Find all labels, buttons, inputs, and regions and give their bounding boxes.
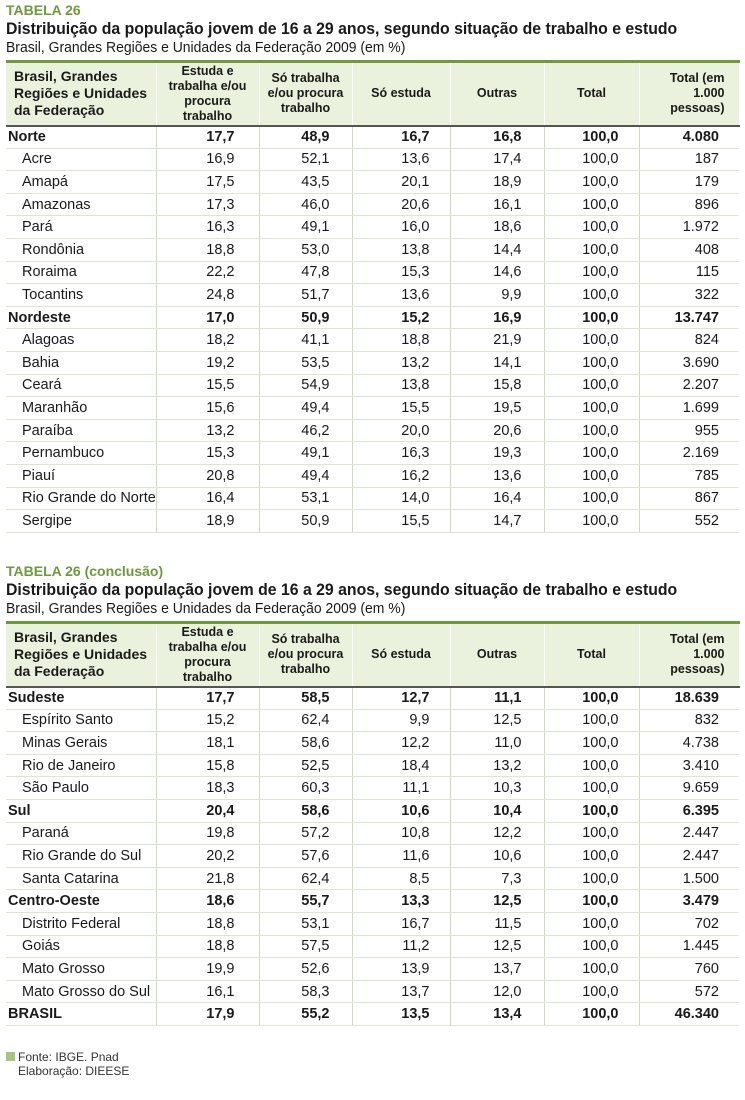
value-only-work: 47,8 <box>259 261 352 284</box>
row-name: Sergipe <box>6 510 156 533</box>
table-row <box>6 912 739 935</box>
col-header-other: Outras <box>450 623 544 687</box>
value-total: 100,0 <box>544 487 639 510</box>
value-only-study: 8,5 <box>352 867 450 890</box>
value-total: 100,0 <box>544 777 639 800</box>
value-only-study: 12,2 <box>352 732 450 755</box>
table-row <box>6 777 739 800</box>
table-subtitle: Brasil, Grandes Regiões e Unidades da Federação 2009 (em %) <box>6 39 406 56</box>
table-row <box>6 958 739 981</box>
value-only-work: 53,0 <box>259 238 352 261</box>
value-other: 16,1 <box>450 193 544 216</box>
value-only-study: 16,2 <box>352 464 450 487</box>
value-study-work: 15,2 <box>156 709 259 732</box>
table-subtitle: Brasil, Grandes Regiões e Unidades da Federação 2009 (em %) <box>6 600 406 617</box>
value-study-work: 18,9 <box>156 510 259 533</box>
value-other: 17,4 <box>450 148 544 171</box>
value-other: 13,2 <box>450 754 544 777</box>
elaboration-note: Elaboração: DIEESE <box>18 1064 130 1078</box>
value-total: 100,0 <box>544 284 639 307</box>
value-other: 12,5 <box>450 935 544 958</box>
value-only-study: 13,7 <box>352 980 450 1003</box>
value-total: 100,0 <box>544 261 639 284</box>
value-total-people: 552 <box>639 510 739 533</box>
value-total-people: 572 <box>639 980 739 1003</box>
value-study-work: 17,7 <box>156 126 259 149</box>
table-row <box>6 442 739 465</box>
value-study-work: 18,8 <box>156 935 259 958</box>
value-total-people: 832 <box>639 709 739 732</box>
value-total: 100,0 <box>544 306 639 329</box>
value-only-study: 15,2 <box>352 306 450 329</box>
row-name: Norte <box>6 126 156 149</box>
value-total: 100,0 <box>544 754 639 777</box>
value-total-people: 1.699 <box>639 397 739 420</box>
value-other: 12,0 <box>450 980 544 1003</box>
value-total: 100,0 <box>544 419 639 442</box>
value-study-work: 16,1 <box>156 980 259 1003</box>
value-other: 14,7 <box>450 510 544 533</box>
value-only-work: 57,6 <box>259 845 352 868</box>
value-study-work: 18,2 <box>156 329 259 352</box>
value-total-people: 760 <box>639 958 739 981</box>
value-study-work: 13,2 <box>156 419 259 442</box>
value-study-work: 20,2 <box>156 845 259 868</box>
value-total-people: 179 <box>639 171 739 194</box>
row-name: Amapá <box>6 171 156 194</box>
value-total-people: 702 <box>639 912 739 935</box>
row-name: Sudeste <box>6 687 156 710</box>
table-row <box>6 329 739 352</box>
value-total-people: 9.659 <box>639 777 739 800</box>
value-only-work: 53,1 <box>259 487 352 510</box>
row-name: Distrito Federal <box>6 912 156 935</box>
table-title: Distribuição da população jovem de 16 a 29 anos, segundo situação de trabalho e estudo <box>6 19 678 38</box>
table-row <box>6 397 739 420</box>
row-name: Alagoas <box>6 329 156 352</box>
value-total-people: 3.410 <box>639 754 739 777</box>
value-other: 7,3 <box>450 867 544 890</box>
table-row <box>6 171 739 194</box>
row-name: Centro-Oeste <box>6 890 156 913</box>
region-row <box>6 306 739 329</box>
value-other: 14,1 <box>450 351 544 374</box>
value-only-work: 49,4 <box>259 464 352 487</box>
table-row <box>6 464 739 487</box>
value-study-work: 16,9 <box>156 148 259 171</box>
header-row <box>6 62 739 126</box>
row-name: Maranhão <box>6 397 156 420</box>
row-name: Espírito Santo <box>6 709 156 732</box>
value-total-people: 4.080 <box>639 126 739 149</box>
value-only-study: 10,6 <box>352 799 450 822</box>
value-only-study: 16,7 <box>352 912 450 935</box>
value-total: 100,0 <box>544 687 639 710</box>
value-only-study: 20,1 <box>352 171 450 194</box>
row-name: Minas Gerais <box>6 732 156 755</box>
table-row <box>6 845 739 868</box>
value-total-people: 2.447 <box>639 822 739 845</box>
value-total: 100,0 <box>544 912 639 935</box>
value-only-work: 53,5 <box>259 351 352 374</box>
value-only-study: 11,6 <box>352 845 450 868</box>
table-row <box>6 419 739 442</box>
value-only-study: 13,8 <box>352 374 450 397</box>
value-only-work: 41,1 <box>259 329 352 352</box>
value-study-work: 24,8 <box>156 284 259 307</box>
value-other: 11,5 <box>450 912 544 935</box>
row-name: Roraima <box>6 261 156 284</box>
value-only-work: 58,3 <box>259 980 352 1003</box>
col-header-region: Brasil, Grandes Regiões e Unidades da Federação <box>6 623 156 687</box>
col-header-region: Brasil, Grandes Regiões e Unidades da Federação <box>6 62 156 126</box>
value-study-work: 17,5 <box>156 171 259 194</box>
value-only-study: 20,6 <box>352 193 450 216</box>
value-other: 16,8 <box>450 126 544 149</box>
value-only-work: 46,0 <box>259 193 352 216</box>
value-other: 14,4 <box>450 238 544 261</box>
table-row <box>6 193 739 216</box>
value-only-study: 13,2 <box>352 351 450 374</box>
value-study-work: 21,8 <box>156 867 259 890</box>
value-other: 11,0 <box>450 732 544 755</box>
value-total-people: 2.207 <box>639 374 739 397</box>
table-block-part2 <box>6 563 739 1026</box>
value-only-work: 58,6 <box>259 799 352 822</box>
value-total: 100,0 <box>544 709 639 732</box>
header-row <box>6 623 739 687</box>
table-label: TABELA 26 (conclusão) <box>6 563 164 579</box>
value-study-work: 15,5 <box>156 374 259 397</box>
value-study-work: 19,2 <box>156 351 259 374</box>
col-header-only-study: Só estuda <box>352 623 450 687</box>
value-only-study: 11,1 <box>352 777 450 800</box>
table-row <box>6 374 739 397</box>
value-total-people: 3.690 <box>639 351 739 374</box>
value-study-work: 15,6 <box>156 397 259 420</box>
row-name: Acre <box>6 148 156 171</box>
value-study-work: 20,8 <box>156 464 259 487</box>
value-study-work: 19,9 <box>156 958 259 981</box>
value-only-work: 57,2 <box>259 822 352 845</box>
value-only-study: 16,0 <box>352 216 450 239</box>
value-total-people: 3.479 <box>639 890 739 913</box>
value-total: 100,0 <box>544 799 639 822</box>
value-only-study: 13,6 <box>352 148 450 171</box>
source-marker-icon <box>6 1052 15 1061</box>
row-name: Rio Grande do Sul <box>6 845 156 868</box>
table-row <box>6 709 739 732</box>
value-other: 16,4 <box>450 487 544 510</box>
table-title: Distribuição da população jovem de 16 a 29 anos, segundo situação de trabalho e estudo <box>6 580 678 599</box>
value-other: 12,5 <box>450 890 544 913</box>
value-total-people: 1.972 <box>639 216 739 239</box>
value-only-study: 18,4 <box>352 754 450 777</box>
col-header-total: Total <box>544 62 639 126</box>
table-row <box>6 487 739 510</box>
value-total: 100,0 <box>544 238 639 261</box>
row-name: Pernambuco <box>6 442 156 465</box>
table-row <box>6 238 739 261</box>
value-total-people: 2.169 <box>639 442 739 465</box>
region-row <box>6 126 739 149</box>
row-name: Mato Grosso <box>6 958 156 981</box>
value-study-work: 15,3 <box>156 442 259 465</box>
value-only-study: 20,0 <box>352 419 450 442</box>
value-total: 100,0 <box>544 890 639 913</box>
value-other: 20,6 <box>450 419 544 442</box>
row-name: Goiás <box>6 935 156 958</box>
value-total: 100,0 <box>544 351 639 374</box>
value-only-study: 16,7 <box>352 126 450 149</box>
value-only-work: 57,5 <box>259 935 352 958</box>
source-note: Fonte: IBGE. Pnad <box>18 1050 119 1064</box>
table-row <box>6 351 739 374</box>
value-only-work: 62,4 <box>259 709 352 732</box>
value-only-work: 55,7 <box>259 890 352 913</box>
value-only-work: 49,1 <box>259 442 352 465</box>
row-name: BRASIL <box>6 1003 156 1026</box>
table-row <box>6 216 739 239</box>
value-total-people: 824 <box>639 329 739 352</box>
value-study-work: 16,3 <box>156 216 259 239</box>
table-row <box>6 754 739 777</box>
table-row <box>6 822 739 845</box>
value-total: 100,0 <box>544 935 639 958</box>
value-only-work: 50,9 <box>259 510 352 533</box>
value-other: 10,6 <box>450 845 544 868</box>
col-header-total-people: Total (em 1.000 pessoas) <box>639 62 739 126</box>
value-only-work: 52,1 <box>259 148 352 171</box>
value-only-work: 51,7 <box>259 284 352 307</box>
value-only-study: 15,3 <box>352 261 450 284</box>
value-only-work: 46,2 <box>259 419 352 442</box>
table-row <box>6 261 739 284</box>
value-total-people: 1.500 <box>639 867 739 890</box>
value-study-work: 15,8 <box>156 754 259 777</box>
value-only-study: 13,3 <box>352 890 450 913</box>
value-other: 10,4 <box>450 799 544 822</box>
value-total-people: 408 <box>639 238 739 261</box>
value-only-study: 14,0 <box>352 487 450 510</box>
row-name: Tocantins <box>6 284 156 307</box>
value-other: 9,9 <box>450 284 544 307</box>
value-total-people: 4.738 <box>639 732 739 755</box>
value-study-work: 19,8 <box>156 822 259 845</box>
value-other: 13,7 <box>450 958 544 981</box>
value-total-people: 322 <box>639 284 739 307</box>
row-name: Nordeste <box>6 306 156 329</box>
value-study-work: 16,4 <box>156 487 259 510</box>
value-only-work: 54,9 <box>259 374 352 397</box>
col-header-other: Outras <box>450 62 544 126</box>
row-name: Ceará <box>6 374 156 397</box>
value-other: 18,9 <box>450 171 544 194</box>
value-total: 100,0 <box>544 329 639 352</box>
value-total: 100,0 <box>544 464 639 487</box>
value-only-work: 43,5 <box>259 171 352 194</box>
value-only-study: 15,5 <box>352 397 450 420</box>
value-only-study: 16,3 <box>352 442 450 465</box>
value-other: 13,6 <box>450 464 544 487</box>
value-only-work: 52,6 <box>259 958 352 981</box>
value-total: 100,0 <box>544 958 639 981</box>
col-header-only-work: Só trabalha e/ou procura trabalho <box>259 62 352 126</box>
value-other: 16,9 <box>450 306 544 329</box>
value-total-people: 13.747 <box>639 306 739 329</box>
value-study-work: 17,3 <box>156 193 259 216</box>
value-total: 100,0 <box>544 171 639 194</box>
row-name: Amazonas <box>6 193 156 216</box>
row-name: Pará <box>6 216 156 239</box>
value-only-work: 49,1 <box>259 216 352 239</box>
value-study-work: 17,0 <box>156 306 259 329</box>
value-total-people: 955 <box>639 419 739 442</box>
value-total: 100,0 <box>544 442 639 465</box>
value-total: 100,0 <box>544 126 639 149</box>
value-study-work: 18,8 <box>156 912 259 935</box>
value-only-work: 49,4 <box>259 397 352 420</box>
value-total: 100,0 <box>544 148 639 171</box>
row-name: Mato Grosso do Sul <box>6 980 156 1003</box>
value-other: 18,6 <box>450 216 544 239</box>
col-header-study-work: Estuda e trabalha e/ou procura trabalho <box>156 623 259 687</box>
value-only-work: 48,9 <box>259 126 352 149</box>
row-name: Paraíba <box>6 419 156 442</box>
value-other: 19,3 <box>450 442 544 465</box>
value-only-study: 11,2 <box>352 935 450 958</box>
col-header-total: Total <box>544 623 639 687</box>
value-other: 14,6 <box>450 261 544 284</box>
table-row <box>6 148 739 171</box>
value-only-study: 15,5 <box>352 510 450 533</box>
value-total: 100,0 <box>544 822 639 845</box>
value-total-people: 896 <box>639 193 739 216</box>
row-name: Sul <box>6 799 156 822</box>
value-total: 100,0 <box>544 845 639 868</box>
table-row <box>6 284 739 307</box>
value-total: 100,0 <box>544 980 639 1003</box>
value-only-work: 60,3 <box>259 777 352 800</box>
value-other: 11,1 <box>450 687 544 710</box>
value-total-people: 1.445 <box>639 935 739 958</box>
value-only-study: 9,9 <box>352 709 450 732</box>
value-only-study: 18,8 <box>352 329 450 352</box>
value-total: 100,0 <box>544 216 639 239</box>
col-header-only-work: Só trabalha e/ou procura trabalho <box>259 623 352 687</box>
value-other: 12,2 <box>450 822 544 845</box>
value-study-work: 18,3 <box>156 777 259 800</box>
value-study-work: 20,4 <box>156 799 259 822</box>
table-block-part1 <box>6 2 739 533</box>
row-name: Paraná <box>6 822 156 845</box>
table-row <box>6 867 739 890</box>
value-total: 100,0 <box>544 867 639 890</box>
row-name: Rio de Janeiro <box>6 754 156 777</box>
table-row <box>6 980 739 1003</box>
value-total-people: 6.395 <box>639 799 739 822</box>
value-only-work: 58,6 <box>259 732 352 755</box>
table-body-part1 <box>6 126 739 533</box>
value-total: 100,0 <box>544 732 639 755</box>
value-only-study: 13,6 <box>352 284 450 307</box>
value-total-people: 2.447 <box>639 845 739 868</box>
value-only-work: 55,2 <box>259 1003 352 1026</box>
region-row <box>6 687 739 710</box>
row-name: São Paulo <box>6 777 156 800</box>
region-row <box>6 890 739 913</box>
value-only-work: 62,4 <box>259 867 352 890</box>
value-total: 100,0 <box>544 193 639 216</box>
value-only-study: 13,9 <box>352 958 450 981</box>
value-only-study: 12,7 <box>352 687 450 710</box>
table-label: TABELA 26 <box>6 2 81 18</box>
value-study-work: 17,9 <box>156 1003 259 1026</box>
row-name: Rio Grande do Norte <box>6 487 156 510</box>
value-total-people: 187 <box>639 148 739 171</box>
value-only-work: 50,9 <box>259 306 352 329</box>
value-only-study: 13,8 <box>352 238 450 261</box>
value-study-work: 18,1 <box>156 732 259 755</box>
value-only-study: 10,8 <box>352 822 450 845</box>
value-total-people: 115 <box>639 261 739 284</box>
region-row <box>6 799 739 822</box>
table-row <box>6 732 739 755</box>
value-total: 100,0 <box>544 510 639 533</box>
row-name: Piauí <box>6 464 156 487</box>
value-study-work: 17,7 <box>156 687 259 710</box>
row-name: Rondônia <box>6 238 156 261</box>
value-study-work: 18,6 <box>156 890 259 913</box>
value-total-people: 18.639 <box>639 687 739 710</box>
value-only-work: 52,5 <box>259 754 352 777</box>
value-study-work: 22,2 <box>156 261 259 284</box>
row-name: Santa Catarina <box>6 867 156 890</box>
value-study-work: 18,8 <box>156 238 259 261</box>
value-total: 100,0 <box>544 374 639 397</box>
value-other: 13,4 <box>450 1003 544 1026</box>
value-total: 100,0 <box>544 397 639 420</box>
value-other: 12,5 <box>450 709 544 732</box>
value-only-work: 53,1 <box>259 912 352 935</box>
col-header-only-study: Só estuda <box>352 62 450 126</box>
table-body-part2 <box>6 687 739 1026</box>
value-other: 10,3 <box>450 777 544 800</box>
value-other: 15,8 <box>450 374 544 397</box>
value-total: 100,0 <box>544 1003 639 1026</box>
col-header-study-work: Estuda e trabalha e/ou procura trabalho <box>156 62 259 126</box>
value-total-people: 785 <box>639 464 739 487</box>
col-header-total-people: Total (em 1.000 pessoas) <box>639 623 739 687</box>
value-total-people: 867 <box>639 487 739 510</box>
row-name: Bahia <box>6 351 156 374</box>
footer <box>6 1050 129 1078</box>
continuation-label: (conclusão) <box>84 563 164 579</box>
value-only-work: 58,5 <box>259 687 352 710</box>
value-other: 21,9 <box>450 329 544 352</box>
data-table-part2 <box>6 621 740 1026</box>
table-row <box>6 935 739 958</box>
region-row <box>6 1003 739 1026</box>
value-only-study: 13,5 <box>352 1003 450 1026</box>
data-table-part1 <box>6 60 740 533</box>
value-other: 19,5 <box>450 397 544 420</box>
table-row <box>6 510 739 533</box>
value-total-people: 46.340 <box>639 1003 739 1026</box>
